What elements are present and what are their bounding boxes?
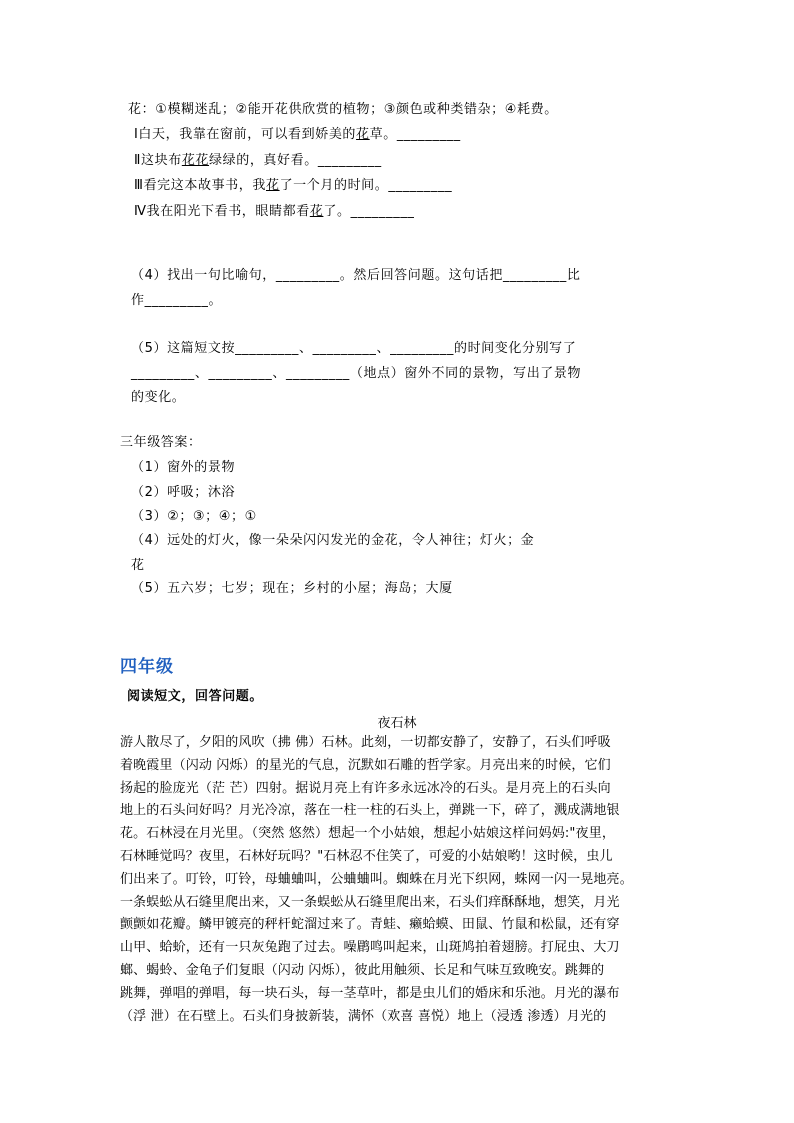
answer-line: （3）②；③；④；① [131,509,257,524]
passage-line: （浮 泄）在石壁上。石头们身披新装，满怀（欢喜 喜悦）地上（浸透 渗透）月光的 [120,1008,607,1024]
passage-paragraph [120,732,680,1028]
passage-line: 一条蜈蚣从石缝里爬出来，又一条蜈蚣从石缝里爬出来，石头们痒酥酥地，想笑，月光 [120,894,620,910]
passage-line: 游人散尽了，夕阳的风吹（拂 佛）石林。此刻，一切都安静了，安静了，石头们呼吸 [120,735,611,750]
q3-item-2-post: 绿绿的，真好看。_________ [209,153,382,168]
passage-line: 山甲、蛤蚧，还有一只灰兔跑了过去。噪鹛鸣叫起来，山斑鸠拍着翅膀。打屁虫、大刀 [120,940,620,956]
q3-item-2-word: 花花 [181,153,210,168]
q3-definition: 花：①模糊迷乱；②能开花供欣赏的植物；③颜色或种类错杂；④耗费。 [128,102,558,117]
q3-item-4-post: 了。_________ [323,204,415,219]
answer-line: （2）呼吸；沐浴 [131,485,236,500]
passage-line: 们出来了。叮铃，叮铃，母蛐蛐叫，公蛐蛐叫。蜘蛛在月光下织网，蛛网一闪一晃地亮。 [120,871,633,887]
passage-title: 夜石林 [377,716,417,731]
q3-item-1-word: 花 [356,127,370,142]
q3-item-1 [134,126,461,144]
passage-line: 跳舞，弹唱的弹唱，每一块石头，每一茎草叶，都是虫儿们的婚床和乐池。月光的瀑布 [120,985,620,1001]
q4-line-1: （4）找出一句比喻句，_________。然后回答问题。这句话把_________比 [131,268,581,283]
q3-item-4-pre: Ⅳ我在阳光下看书，眼睛都看 [134,204,310,219]
q5-line-3: 的变化。 [131,390,186,405]
q3-item-3-post: 了一个月的时间。_________ [279,178,453,193]
passage-line: 花。石林浸在月光里。（突然 悠然）想起一个小姑娘，想起小姑娘这样问妈妈:"夜里， [120,826,615,842]
q3-item-4-word: 花 [309,204,324,219]
q3-item-2 [134,152,382,170]
q4-line-2: 作_________。 [131,293,223,308]
q5-line-2: _________、_________、_________（地点）窗外不同的景物，写出了景物 [131,366,582,381]
q5-line-1: （5）这篇短文按_________、_________、_________的时间变化分别写了 [131,341,577,356]
q3-item-3-word: 花 [265,178,280,193]
q3-item-2-pre: Ⅱ这块布 [134,153,182,168]
q3-item-4 [134,203,415,221]
q3-item-3-pre: Ⅲ看完这本故事书，我 [134,178,266,193]
answer-line: （4）远处的灯火，像一朵朵闪闪发光的金花，令人神往；灯火；金 [131,533,535,548]
passage-line: 扬起的脸庞光（茫 芒）四射。据说月亮上有许多永远冰冷的石头。是月亮上的石头向 [120,780,611,796]
answer-line: （5）五六岁；七岁；现在；乡村的小屋；海岛；大厦 [131,581,453,596]
grade4-instruction: 阅读短文，回答问题。 [127,689,264,704]
answer-line: （1）窗外的景物 [131,460,236,475]
passage-line: 颤颤如花瓣。鳞甲镀亮的秤杆蛇溜过来了。青蛙、癞蛤蟆、田鼠、竹鼠和松鼠，还有穿 [120,917,620,933]
passage-line: 着晚霞里（闪动 闪烁）的星光的气息，沉默如石雕的哲学家。月亮出来的时候，它们 [120,757,611,773]
grade4-heading: 四年级 [120,657,174,677]
passage-line: 石林睡觉吗？夜里，石林好玩吗？"石林忍不住笑了，可爱的小姑娘哟！这时候，虫儿 [120,848,613,864]
passage-line: 地上的石头问好吗？月光冷凉，落在一柱一柱的石头上，弹跳一下，碎了，溅成满地银 [120,803,620,819]
answer-line: 花 [131,558,145,573]
q3-item-1-post: 草。_________ [369,127,461,142]
passage-line: 螂、蝎蛉、金龟子们复眼（闪动 闪烁），彼此用触须、长足和气味互致晚安。跳舞的 [120,962,605,978]
q3-item-3 [134,177,452,195]
q3-item-1-pre: Ⅰ白天，我靠在窗前，可以看到娇美的 [134,127,357,142]
answers-title: 三年级答案： [120,435,202,450]
